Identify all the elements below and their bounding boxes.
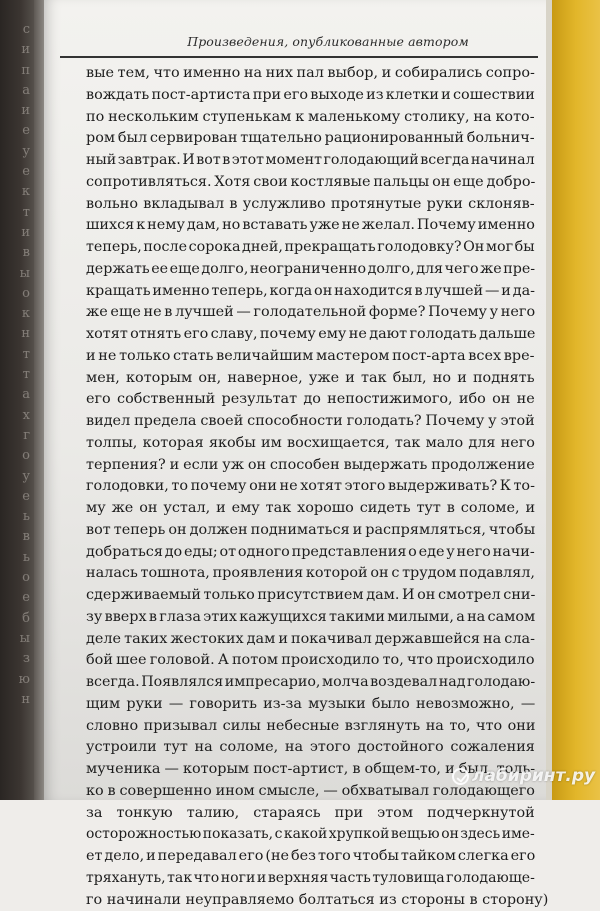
left-page-fragment: и xyxy=(0,40,30,60)
text-line: хотят отнять его славу, почему ему не дают голодать дальше xyxy=(86,324,535,346)
text-line: держать ее еще долго, неограниченно долго, для чего же пре- xyxy=(86,259,531,281)
text-line: бой шее головой. А потом происходило то, что происходило xyxy=(86,650,535,672)
text-line: ром был сервирован тщательно рационированный больнич- xyxy=(86,128,535,150)
text-line: вождать пост-артиста при его выходе из клетки и сошествии xyxy=(86,85,535,107)
text-line: ет дело, и передавал его (не без того чтобы тайком слегка его xyxy=(86,846,535,868)
text-line: го начинали неуправляемо болтаться из стороны в сторону) xyxy=(86,890,535,911)
left-page-fragment: в xyxy=(0,243,30,263)
left-page-fragment: н xyxy=(0,690,30,710)
left-page-fragment: е xyxy=(0,487,30,507)
text-line: ный завтрак. И вот в этот момент голодающий всегда начинал xyxy=(86,150,529,172)
left-page-fragment: т xyxy=(0,365,30,385)
left-page-fragment: о xyxy=(0,446,30,466)
left-page-fragment: т xyxy=(0,345,30,365)
text-line: устроили тут на соломе, на этого достойного сожаления xyxy=(86,737,535,759)
text-line: ко в совершенно ином смысле, — обхватывал голодающего xyxy=(86,781,535,803)
text-line: добраться до еды; от одного представления о еде у него начи- xyxy=(86,542,535,564)
left-page-fragment: ы xyxy=(0,264,30,284)
left-page-fragment: б xyxy=(0,609,30,629)
left-page-fragment: з xyxy=(0,649,30,669)
text-line: голодовки, то почему они не хотят этого выдерживать? К то- xyxy=(86,476,535,498)
text-line: за тонкую талию, стараясь при этом подчеркнутой xyxy=(86,803,535,825)
text-line: мученика — которым пост-артист, в общем-то, и был, толь- xyxy=(86,759,535,781)
left-page-fragment: а xyxy=(0,385,30,405)
left-page-fragment: е xyxy=(0,121,30,141)
left-page-fragment: х xyxy=(0,406,30,426)
left-page-fragment: о xyxy=(0,568,30,588)
text-line: щим руки — говорить из-за музыки было невозможно, — xyxy=(86,694,535,716)
left-page-fragment: к xyxy=(0,304,30,324)
text-line: вые тем, что именно на них пал выбор, и собирались сопро- xyxy=(86,63,535,85)
left-page-fragment: п xyxy=(0,61,30,81)
text-line: словно призывал силы небесные взглянуть на то, что они xyxy=(86,716,535,738)
text-line: толпы, которая якобы им восхищается, так мало для него xyxy=(86,433,535,455)
left-page-fragment: к xyxy=(0,182,30,202)
text-line: деле таких жестоких дам и покачивал державшейся на сла- xyxy=(86,629,535,651)
text-line: му же он устал, и ему так хорошо сидеть тут в соломе, и xyxy=(86,498,535,520)
left-page-fragment: а xyxy=(0,81,30,101)
text-line: же еще не в лучшей — голодательной форме? Почему у него xyxy=(86,302,535,324)
text-line: налась тошнота, проявления которой он с трудом подавлял, xyxy=(86,563,535,585)
watermark-text: лабиринт.ру xyxy=(472,766,595,786)
left-page-fragment: и xyxy=(0,223,30,243)
left-page-fragment: н xyxy=(0,324,30,344)
text-line: зу вверх в глаза этих кажущихся такими милыми, а на самом xyxy=(86,607,535,629)
left-page-fragment: и xyxy=(0,101,30,121)
left-page-fragment: е xyxy=(0,162,30,182)
text-line: осторожностью показать, с какой хрупкой вещью он здесь име- xyxy=(86,824,520,846)
text-line: вот теперь он должен подниматься и распрямляться, чтобы xyxy=(86,520,535,542)
left-page-fragment: ю xyxy=(0,670,30,690)
text-line: тряхануть, так что ноги и верхняя часть туловища голодающе- xyxy=(86,868,525,890)
text-line: шихся к нему дам, но вставать уже не желал. Почему именно xyxy=(86,215,535,237)
book-gutter xyxy=(34,0,44,800)
left-page-fragment: е xyxy=(0,588,30,608)
watermark xyxy=(452,766,595,786)
text-line: вольно вкладывал в услужливо протянутые руки склоняв- xyxy=(86,194,535,216)
text-line: его собственный результат до непостижимого, ибо он не xyxy=(86,389,535,411)
left-page-fragment: ь xyxy=(0,507,30,527)
left-page-fragment: о xyxy=(0,284,30,304)
left-page-fragment: у xyxy=(0,142,30,162)
text-line: сопротивляться. Хотя свои костлявые пальцы он еще добро- xyxy=(86,172,535,194)
text-line: теперь, после сорока дней, прекращать голодовку? Он мог бы xyxy=(86,237,532,259)
adjacent-page-text xyxy=(0,20,32,710)
text-line: терпения? и если уж он способен выдержать продолжение xyxy=(86,455,535,477)
left-page-fragment: г xyxy=(0,426,30,446)
left-page-fragment: ь xyxy=(0,548,30,568)
left-page-fragment: в xyxy=(0,527,30,547)
text-line: мен, которым он, наверное, уже и так был, но и поднять xyxy=(86,368,535,390)
left-page-fragment: ы xyxy=(0,629,30,649)
running-head: Произведения, опубликованные автором xyxy=(118,34,538,49)
left-page-fragment: у xyxy=(0,467,30,487)
left-page-fragment: с xyxy=(0,20,30,40)
text-line: по нескольким ступенькам к маленькому столику, на кото- xyxy=(86,107,535,129)
book-cover-edge xyxy=(552,0,600,800)
text-line: и не только стать величайшим мастером пост-арта всех вре- xyxy=(86,346,535,368)
text-line: видел предела своей способности голодать? Почему у этой xyxy=(86,411,535,433)
text-line: кращать именно теперь, когда он находится в лучшей — и да- xyxy=(86,281,535,303)
text-line: всегда. Появлялся импресарио, молча воздевал над голодаю- xyxy=(86,672,530,694)
left-page-fragment: т xyxy=(0,203,30,223)
labirint-logo-icon xyxy=(452,768,469,785)
text-line: сдерживаемый только присутствием дам. И он смотрел сни- xyxy=(86,585,535,607)
header-rule xyxy=(60,56,538,58)
